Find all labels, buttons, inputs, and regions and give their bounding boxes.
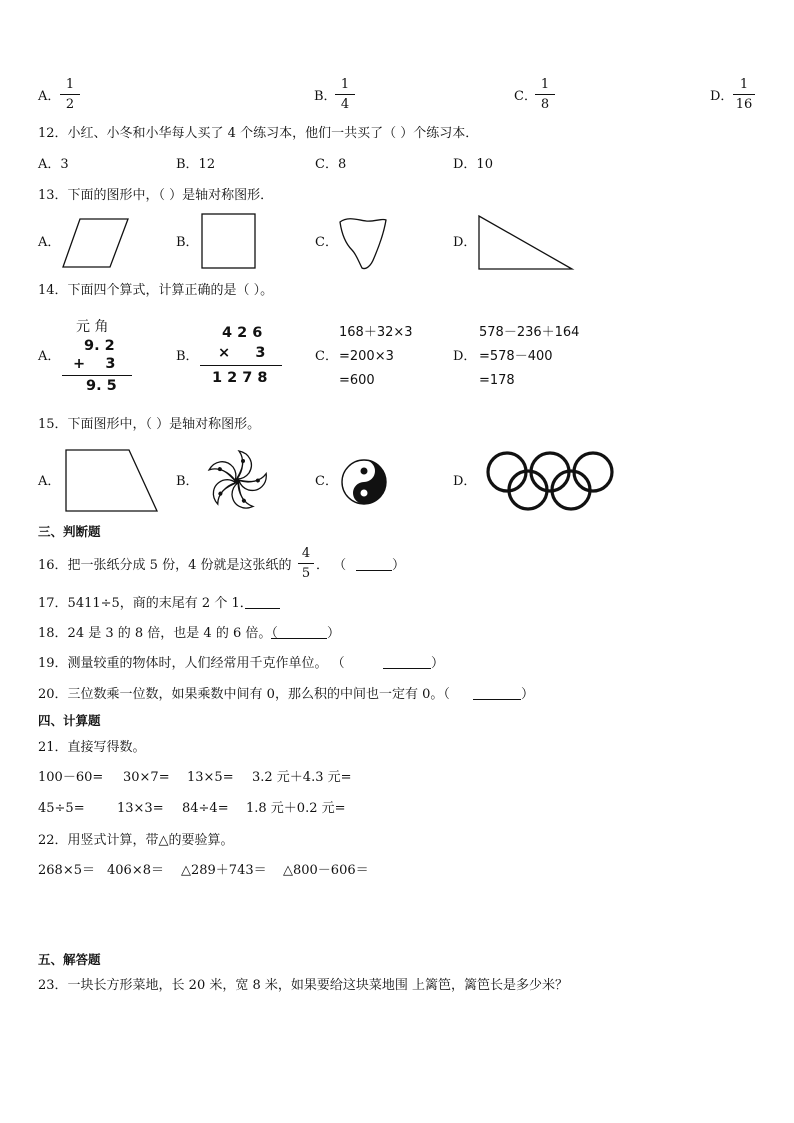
q14b-rule — [200, 365, 282, 366]
q13-irregular-shape-figure — [336, 214, 388, 270]
q13-right-triangle-figure — [477, 214, 575, 272]
q15-label-d: D． — [453, 474, 477, 489]
q13-square-figure — [201, 213, 257, 269]
q11-option-b-fraction: 1 4 — [335, 78, 355, 111]
section-5-heading: 五、解答题 — [38, 952, 101, 967]
q14a-rule — [62, 375, 132, 376]
q19-answer-blank[interactable] — [383, 657, 431, 669]
q22-text: 22．用竖式计算，带△的要验算。 — [38, 833, 234, 848]
q14b-row1: 4 2 6 — [222, 325, 263, 341]
q14-label-c: C． — [315, 349, 338, 364]
q20-close: ） — [521, 687, 535, 702]
q15-label-a: A． — [38, 474, 61, 489]
q22-item2: 406×8＝ — [107, 863, 164, 878]
q14-label-d: D． — [453, 349, 477, 364]
q12-option-c: C．8 — [315, 157, 347, 172]
q16-post: ． （ — [316, 558, 347, 573]
q15-bauhinia-flower-figure — [204, 448, 270, 514]
q14a-result: 9. 5 — [86, 378, 117, 394]
q15-yin-yang-figure — [340, 458, 388, 506]
q14d-line2: =578－400 — [479, 349, 553, 364]
q14a-row2: + 3 — [73, 356, 116, 372]
q11-option-d-label: D． — [710, 89, 734, 104]
q13-label-a: A． — [38, 235, 61, 250]
q22-item1: 268×5＝ — [38, 863, 95, 878]
q11-option-d-fraction: 1 16 — [733, 78, 755, 111]
q15-label-b: B． — [176, 474, 199, 489]
q11-option-c-fraction: 1 8 — [535, 78, 555, 111]
q14c-line1: 168＋32×3 — [339, 325, 413, 340]
q15-trapezoid-figure — [64, 448, 160, 514]
q14a-header: 元 角 — [76, 319, 109, 335]
q14b-row2: × 3 — [218, 345, 266, 361]
q13-parallelogram-figure — [62, 217, 130, 269]
q18-answer-blank[interactable] — [271, 627, 327, 639]
q20-text: 20．三位数乘一位数，如果乘数中间有 0，那么积的中间也一定有 0。（ — [38, 687, 450, 702]
q13-label-b: B． — [176, 235, 199, 250]
q13-text: 13．下面的图形中，（ ）是轴对称图形． — [38, 188, 274, 203]
q13-label-c: C． — [315, 235, 338, 250]
section-4-heading: 四、计算题 — [38, 713, 101, 728]
q14a-row1: 9. 2 — [84, 338, 115, 354]
q14b-result: 1 2 7 8 — [212, 370, 268, 386]
q14c-line3: =600 — [339, 373, 375, 388]
q22-item4: △800－606＝ — [283, 863, 369, 878]
q13-label-d: D． — [453, 235, 477, 250]
q14c-line2: =200×3 — [339, 349, 394, 364]
q21-row2-item1: 45÷5= — [38, 801, 85, 816]
section-3-heading: 三、判断题 — [38, 524, 101, 539]
q22-item3: △289＋743＝ — [181, 863, 267, 878]
q18-close: ） — [327, 626, 341, 641]
q12-text: 12．小红、小冬和小华每人买了 4 个练习本，他们一共买了（ ）个练习本． — [38, 126, 479, 141]
q21-row2-item2: 13×3= — [117, 801, 164, 816]
flower-petal — [208, 474, 236, 505]
q21-row1-item2: 30×7= — [123, 770, 170, 785]
q16-fraction: 4 5 — [298, 547, 314, 580]
q11-option-a-label: A． — [38, 89, 61, 104]
q15-text: 15．下面图形中，（ ）是轴对称图形。 — [38, 417, 261, 432]
q16-close: ） — [392, 558, 406, 573]
q17-text: 17．5411÷5，商的末尾有 2 个 1． — [38, 596, 253, 611]
q14d-line3: =178 — [479, 373, 515, 388]
q17-answer-blank[interactable] — [245, 597, 280, 609]
q14d-line1: 578－236＋164 — [479, 325, 580, 340]
q21-row1-item1: 100－60= — [38, 770, 104, 785]
q14-label-a: A． — [38, 349, 61, 364]
flower-petal — [208, 458, 239, 480]
q23-text: 23．一块长方形菜地，长 20 米，宽 8 米，如果要给这块菜地围 上篱笆，篱笆长是多少米？ — [38, 978, 569, 993]
q12-option-a: A．3 — [38, 157, 69, 172]
q15-label-c: C． — [315, 474, 338, 489]
q12-option-d: D．10 — [453, 157, 493, 172]
q14-label-b: B． — [176, 349, 199, 364]
q14-text: 14．下面四个算式，计算正确的是（ ）。 — [38, 283, 274, 298]
q19-close: ） — [431, 656, 445, 671]
q16-text: 16．把一张纸分成 5 份，4 份就是这张纸的 — [38, 558, 292, 573]
q16-answer-blank[interactable] — [356, 559, 392, 571]
q15-olympic-rings-figure — [484, 450, 618, 514]
q12-option-b: B．12 — [176, 157, 216, 172]
q11-option-c-label: C． — [514, 89, 537, 104]
q21-row1-item3: 13×5= — [187, 770, 234, 785]
q18-text: 18．24 是 3 的 8 倍，也是 4 的 6 倍。（ — [38, 626, 278, 641]
q11-option-a-fraction: 1 2 — [60, 78, 80, 111]
q21-row2-item3: 84÷4= — [182, 801, 229, 816]
q19-text: 19．测量较重的物体时，人们经常用千克作单位。 （ — [38, 656, 345, 671]
q21-row2-item4: 1.8 元＋0.2 元= — [246, 801, 346, 816]
q11-option-b-label: B． — [314, 89, 337, 104]
flower-stamen-dot — [241, 459, 245, 463]
q20-answer-blank[interactable] — [473, 688, 521, 700]
q21-text: 21．直接写得数。 — [38, 740, 146, 755]
q21-row1-item4: 3.2 元＋4.3 元= — [252, 770, 352, 785]
